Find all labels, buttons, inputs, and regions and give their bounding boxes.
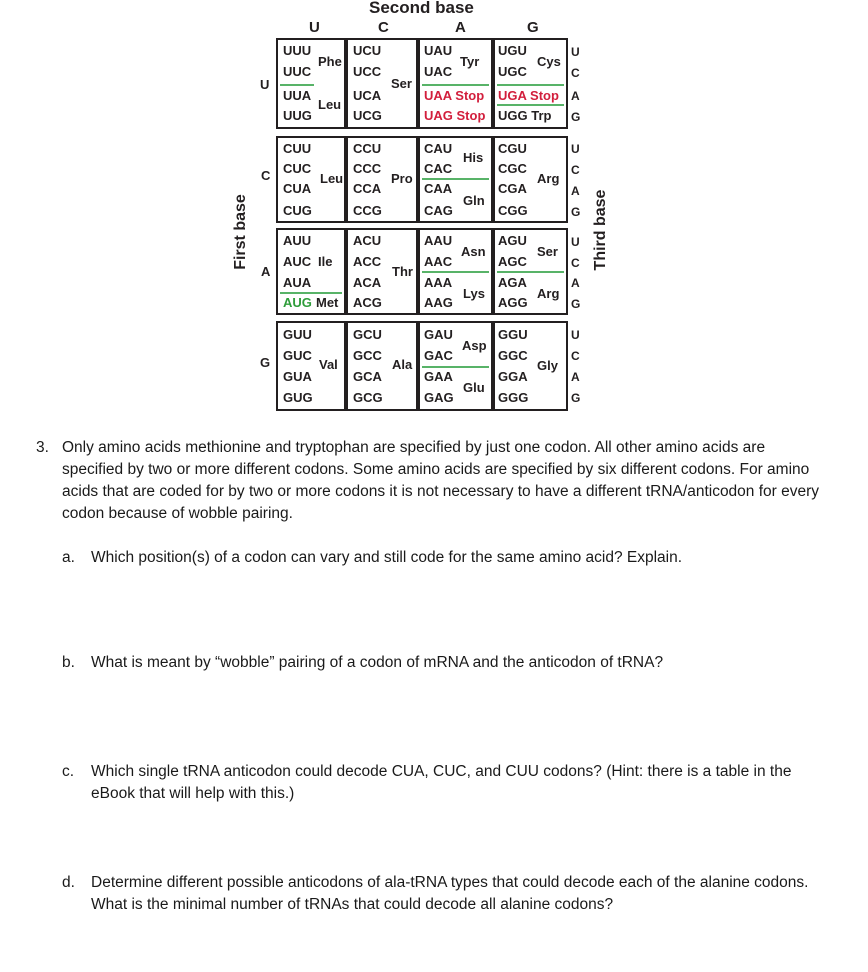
codon-gaa: GAA bbox=[424, 369, 453, 384]
codon-cac: CAC bbox=[424, 161, 453, 176]
codon-ugc: UGC bbox=[498, 64, 527, 79]
third-base-u-3: U bbox=[571, 235, 580, 249]
codon-ccg: CCG bbox=[353, 203, 382, 218]
aa-phe: Phe bbox=[318, 54, 342, 69]
divider-uu bbox=[280, 84, 314, 86]
third-base-g-4: G bbox=[571, 391, 581, 405]
codon-gag: GAG bbox=[424, 390, 454, 405]
third-base-a-3: A bbox=[571, 276, 580, 290]
codon-gcg: GCG bbox=[353, 390, 383, 405]
third-base-a-2: A bbox=[571, 184, 580, 198]
codon-guc: GUC bbox=[283, 348, 312, 363]
question-number: 3. bbox=[36, 439, 49, 456]
second-base-title: Second base bbox=[369, 0, 474, 17]
aa-tyr: Tyr bbox=[460, 54, 480, 69]
third-base-g-1: G bbox=[571, 110, 581, 124]
codon-cga: CGA bbox=[498, 181, 527, 196]
third-base-u-4: U bbox=[571, 328, 580, 342]
aa-arg-cg: Arg bbox=[537, 171, 560, 186]
part-d-text: Determine different possible anticodons of ala-tRNA types that could decode each of the alanine codons. What is the minimal number of tRNAs that could decode all alanine codons? bbox=[91, 874, 809, 913]
codon-cuu: CUU bbox=[283, 141, 312, 156]
aa-val: Val bbox=[319, 357, 338, 372]
codon-ggg: GGG bbox=[498, 390, 529, 405]
codon-aaa: AAA bbox=[424, 275, 453, 290]
second-base-u: U bbox=[309, 19, 320, 36]
aa-ser-uc: Ser bbox=[391, 76, 412, 91]
codon-gcu: GCU bbox=[353, 327, 382, 342]
codon-ucu: UCU bbox=[353, 43, 382, 58]
codon-cua: CUA bbox=[283, 181, 312, 196]
aa-asp: Asp bbox=[462, 338, 487, 353]
codon-gau: GAU bbox=[424, 327, 453, 342]
codon-gcc: GCC bbox=[353, 348, 382, 363]
aa-gly: Gly bbox=[537, 358, 558, 373]
codon-agc: AGC bbox=[498, 254, 527, 269]
codon-uac: UAC bbox=[424, 64, 453, 79]
aa-met: Met bbox=[316, 295, 339, 310]
aa-ile: Ile bbox=[318, 254, 333, 269]
codon-gua: GUA bbox=[283, 369, 312, 384]
part-b-letter: b. bbox=[62, 654, 75, 671]
third-base-c-4: C bbox=[571, 349, 580, 363]
codon-uag-stop: UAG Stop bbox=[424, 108, 486, 123]
aa-cys: Cys bbox=[537, 54, 561, 69]
first-base-a: A bbox=[261, 264, 271, 279]
codon-acg: ACG bbox=[353, 295, 382, 310]
codon-ccc: CCC bbox=[353, 161, 382, 176]
divider-ag bbox=[497, 271, 564, 273]
divider-ug-2 bbox=[497, 104, 564, 106]
codon-gca: GCA bbox=[353, 369, 382, 384]
aa-gln: Gln bbox=[463, 193, 485, 208]
codon-cca: CCA bbox=[353, 181, 382, 196]
codon-uuc: UUC bbox=[283, 64, 312, 79]
part-b-text: What is meant by “wobble” pairing of a codon of mRNA and the anticodon of tRNA? bbox=[91, 654, 664, 671]
aa-ser-ag: Ser bbox=[537, 244, 558, 259]
aa-lys: Lys bbox=[463, 286, 485, 301]
codon-ggu: GGU bbox=[498, 327, 528, 342]
first-base-u: U bbox=[260, 77, 270, 92]
third-base-c-1: C bbox=[571, 66, 580, 80]
third-base-u-1: U bbox=[571, 45, 580, 59]
third-base-a-1: A bbox=[571, 89, 580, 103]
codon-aca: ACA bbox=[353, 275, 382, 290]
aa-leu-cu: Leu bbox=[320, 171, 344, 186]
third-base-g-3: G bbox=[571, 297, 581, 311]
divider-ug-1 bbox=[497, 84, 564, 86]
codon-ucg: UCG bbox=[353, 108, 382, 123]
codon-cgu: CGU bbox=[498, 141, 527, 156]
codon-ucc: UCC bbox=[353, 64, 382, 79]
codon-cau: CAU bbox=[424, 141, 453, 156]
codon-acu: ACU bbox=[353, 233, 382, 248]
codon-cgc: CGC bbox=[498, 161, 527, 176]
codon-cgg: CGG bbox=[498, 203, 528, 218]
codon-cag: CAG bbox=[424, 203, 453, 218]
codon-ugu: UGU bbox=[498, 43, 527, 58]
codon-gga: GGA bbox=[498, 369, 528, 384]
codon-guu: GUU bbox=[283, 327, 312, 342]
part-c-letter: c. bbox=[62, 763, 75, 780]
aa-asn: Asn bbox=[461, 244, 486, 259]
part-c-text: Which single tRNA anticodon could decode CUA, CUC, and CUU codons? (Hint: there is a table in the eBook that will help with this.) bbox=[91, 763, 792, 802]
codon-cug: CUG bbox=[283, 203, 312, 218]
second-base-c: C bbox=[378, 19, 389, 36]
aa-thr: Thr bbox=[392, 264, 413, 279]
divider-au bbox=[280, 292, 342, 294]
divider-ua bbox=[422, 84, 489, 86]
codon-auc: AUC bbox=[283, 254, 312, 269]
codon-caa: CAA bbox=[424, 181, 453, 196]
aa-pro: Pro bbox=[391, 171, 413, 186]
second-base-g: G bbox=[527, 19, 539, 36]
aa-leu-uu: Leu bbox=[318, 97, 342, 112]
codon-uga-stop: UGA Stop bbox=[498, 88, 559, 103]
codon-gug: GUG bbox=[283, 390, 313, 405]
codon-uaa-stop: UAA Stop bbox=[424, 88, 485, 103]
codon-agg: AGG bbox=[498, 295, 528, 310]
codon-ggc: GGC bbox=[498, 348, 528, 363]
codon-agu: AGU bbox=[498, 233, 527, 248]
third-base-a-4: A bbox=[571, 370, 580, 384]
codon-aac: AAC bbox=[424, 254, 453, 269]
aa-arg-ag: Arg bbox=[537, 286, 560, 301]
codon-aag: AAG bbox=[424, 295, 453, 310]
third-base-g-2: G bbox=[571, 205, 581, 219]
aa-glu: Glu bbox=[463, 380, 485, 395]
aa-his: His bbox=[463, 150, 484, 165]
first-base-label: First base bbox=[232, 194, 249, 270]
codon-uau: UAU bbox=[424, 43, 453, 58]
first-base-c: C bbox=[261, 168, 271, 183]
codon-ccu: CCU bbox=[353, 141, 382, 156]
codon-ugg-trp: UGG Trp bbox=[498, 108, 552, 123]
question-intro: Only amino acids methionine and tryptophan are specified by just one codon. All other amino acids are specified by two or more different codons. Some amino acids are specified by six different codons. For amino acids that are coded for by two or more codons it is not necessary to have a different tRNA/anticodon for every codon because of wobble pairing. bbox=[62, 439, 820, 522]
part-a-text: Which position(s) of a codon can vary and still code for the same amino acid? Explain. bbox=[91, 549, 683, 566]
codon-uua: UUA bbox=[283, 88, 312, 103]
codon-aga: AGA bbox=[498, 275, 527, 290]
part-a-letter: a. bbox=[62, 549, 75, 566]
codon-aug: AUG bbox=[283, 295, 312, 310]
codon-aua: AUA bbox=[283, 275, 312, 290]
third-base-label: Third base bbox=[592, 189, 609, 271]
third-base-u-2: U bbox=[571, 142, 580, 156]
codon-gac: GAC bbox=[424, 348, 453, 363]
third-base-c-2: C bbox=[571, 163, 580, 177]
part-d-letter: d. bbox=[62, 874, 75, 891]
divider-ca bbox=[422, 178, 489, 180]
codon-aau: AAU bbox=[424, 233, 453, 248]
first-base-g: G bbox=[260, 355, 271, 370]
divider-ga bbox=[422, 366, 489, 368]
codon-cuc: CUC bbox=[283, 161, 312, 176]
divider-aa bbox=[422, 271, 489, 273]
aa-ala: Ala bbox=[392, 357, 413, 372]
codon-uca: UCA bbox=[353, 88, 382, 103]
third-base-c-3: C bbox=[571, 256, 580, 270]
codon-uug: UUG bbox=[283, 108, 312, 123]
codon-auu: AUU bbox=[283, 233, 312, 248]
codon-acc: ACC bbox=[353, 254, 382, 269]
codon-uuu: UUU bbox=[283, 43, 312, 58]
second-base-a: A bbox=[455, 19, 466, 36]
